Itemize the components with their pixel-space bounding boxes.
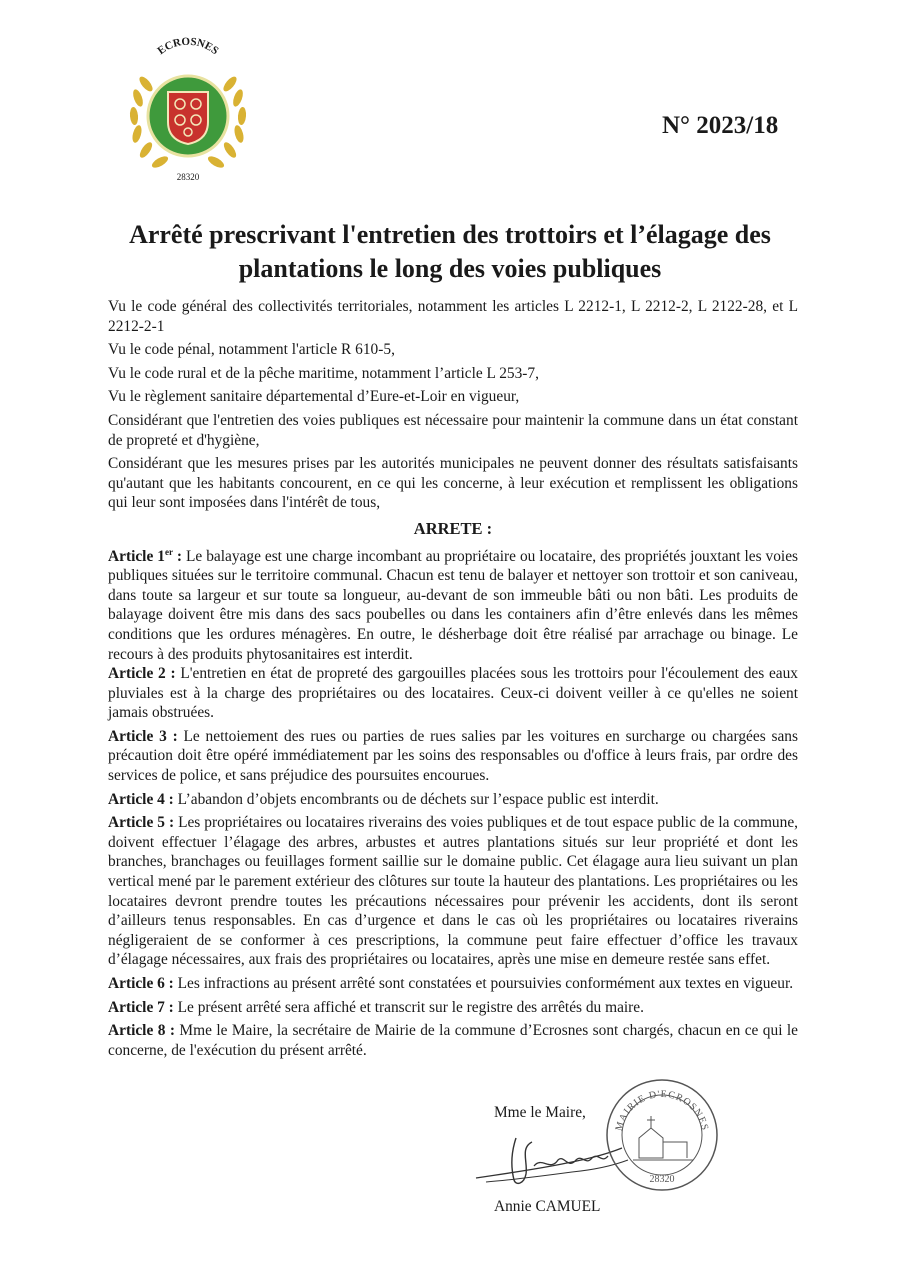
signatory-name: Annie CAMUEL: [494, 1198, 601, 1215]
article-label: [108, 548, 186, 565]
shield-icon: [168, 92, 208, 144]
article-label-text: Article 1: [108, 547, 165, 565]
preamble-item: Vu le règlement sanitaire départemental d’Eure-et-Loir en vigueur,: [108, 388, 520, 406]
article-6: [108, 974, 798, 994]
document-body: [108, 297, 798, 1064]
ecrosnes-logo: [122, 28, 254, 184]
article-label: [108, 814, 178, 831]
mairie-stamp: [603, 1076, 721, 1194]
article-label: [108, 1022, 179, 1039]
preamble-item: Considérant que les mesures prises par les autorités municipales ne peuvent donner des résultats satisfaisants qu'autant que les habitants concourent, en ce qui les concerne, à leur exécution et remplissent les obligations qui leur sont imposées dans l'intérêt de tous,: [108, 455, 798, 512]
article-label: [108, 665, 180, 682]
article-separator: :: [164, 814, 179, 832]
article-4: [108, 790, 798, 810]
article-label-text: Article 5: [108, 814, 165, 832]
article-text: L'entretien en état de propreté des gargouilles placées sous les trottoirs pour l'écoulement des eaux pluviales est à la charge des propriétaires ou des locataires. Ceux-ci doivent veiller à ce qu'elles ne soient jamais obstruées.: [108, 665, 798, 722]
article-5: [108, 813, 798, 970]
article-text: Les propriétaires ou locataires riverains des voies publiques et de tout espace public de la commune, doivent effectuer l’élagage des arbres, arbustes et autres plantations situés sur leur propriété et dont les branches, branchages ou feuillages forment saillie sur le domaine public. Cet élagage aura lieu suivant un plan vertical mené par le parement extérieur des clôtures sur toute la hauteur des plantations. Les propriétaires ou les locataires devront prendre toutes les précautions nécessaires pour prévenir les accidents, dont ils seront d’ailleurs tenus responsables. En cas d’urgence et dans le cas où les propriétaires ou locataires riverains négligeraient de se conformer à ces prescriptions, la commune peut faire effectuer d’office les travaux d’élagage nécessaires, aux frais des propriétaires ou locataires, après une mise en demeure restée sans effet.: [108, 814, 799, 969]
church-icon: [633, 1116, 693, 1160]
preamble-item: Vu le code rural et de la pêche maritime, notamment l’article L 253-7,: [108, 364, 539, 382]
article-label-text: Article 8: [108, 1022, 166, 1040]
article-text: Le nettoiement des rues ou parties de rues salies par les voitures en surcharge ou chargées sans précaution doit être opéré immédiatement par les soins des responsables ou d'office à leurs frais, par ordre des services de police, et sans préjudice des poursuites encourues.: [108, 727, 798, 785]
article-label: [108, 791, 178, 808]
article-8: [108, 1021, 798, 1060]
decree-number: N° 2023/18: [662, 112, 779, 139]
preamble-item: Vu le code général des collectivités territoriales, notamment les articles L 2212-1, L 2212-2, L 2122-28, et L 2212-2-1: [108, 298, 798, 335]
article-2: [108, 664, 798, 723]
article-7: [108, 998, 798, 1018]
decision-heading: ARRETE :: [413, 518, 493, 538]
article-separator: :: [166, 727, 184, 745]
preamble-item: Considérant que l'entretien des voies publiques est nécessaire pour maintenir la commune dans un état constant de propreté et d'hygiène,: [108, 411, 798, 449]
article-label-text: Article 2: [108, 665, 166, 683]
article-separator: :: [164, 998, 178, 1016]
article-separator: :: [172, 547, 187, 565]
article-label-text: Article 6: [108, 975, 165, 992]
article-label-text: Article 4: [108, 790, 165, 808]
document-title: [80, 218, 820, 286]
article-text: Mme le Maire, la secrétaire de Mairie de la commune d’Ecrosnes sont chargés, chacun en ce qui le concerne, de l'exécution du présent arrêté.: [108, 1022, 799, 1059]
article-label-sup: er: [164, 546, 173, 557]
article-1: [108, 547, 798, 665]
article-text: Le balayage est une charge incombant au propriétaire ou locataire, des propriétés jouxtant les voies publiques situées sur le territoire communal. Chacun est tenu de balayer et nettoyer son trottoir et son caniveau, dans toute sa largeur et sur toute sa longueur, au-devant de son immeuble bâti ou non bâti. Les produits de balayage doivent être mis dans des sacs poubelles ou dans les containers afin d’être enlevés dans les mêmes conditions que les ordures ménagères. En outre, le désherbage doit être réalisé par arrachage ou binage. Le recours à des produits phytosanitaires est interdit.: [108, 547, 799, 663]
article-label: [108, 975, 178, 992]
article-label: [108, 728, 184, 745]
stamp-postcode: 28320: [649, 1174, 675, 1185]
article-label: [108, 999, 178, 1016]
stamp-text: MAIRIE D'ECROSNES: [613, 1088, 711, 1133]
article-label-text: Article 3: [108, 727, 167, 745]
title-line: plantations le long des voies publiques: [238, 254, 662, 283]
article-separator: :: [165, 1022, 180, 1040]
logo-postcode: 28320: [176, 172, 200, 182]
logo-name: ECROSNES: [155, 35, 221, 58]
article-separator: :: [164, 790, 178, 808]
article-separator: :: [164, 975, 178, 992]
preamble-item: Vu le code pénal, notamment l'article R 610-5,: [108, 341, 395, 359]
article-text: L’abandon d’objets encombrants ou de déchets sur l’espace public est interdit.: [177, 790, 659, 808]
article-label-text: Article 7: [108, 998, 165, 1016]
title-line: Arrêté prescrivant l'entretien des trottoirs et l’élagage des: [129, 220, 771, 249]
article-text: Les infractions au présent arrêté sont constatées et poursuivies conformément aux textes en vigueur.: [177, 975, 794, 992]
signatory-role: Mme le Maire,: [494, 1104, 586, 1121]
article-separator: :: [165, 665, 181, 683]
article-3: [108, 727, 798, 786]
article-text: Le présent arrêté sera affiché et transcrit sur le registre des arrêtés du maire.: [177, 998, 644, 1016]
